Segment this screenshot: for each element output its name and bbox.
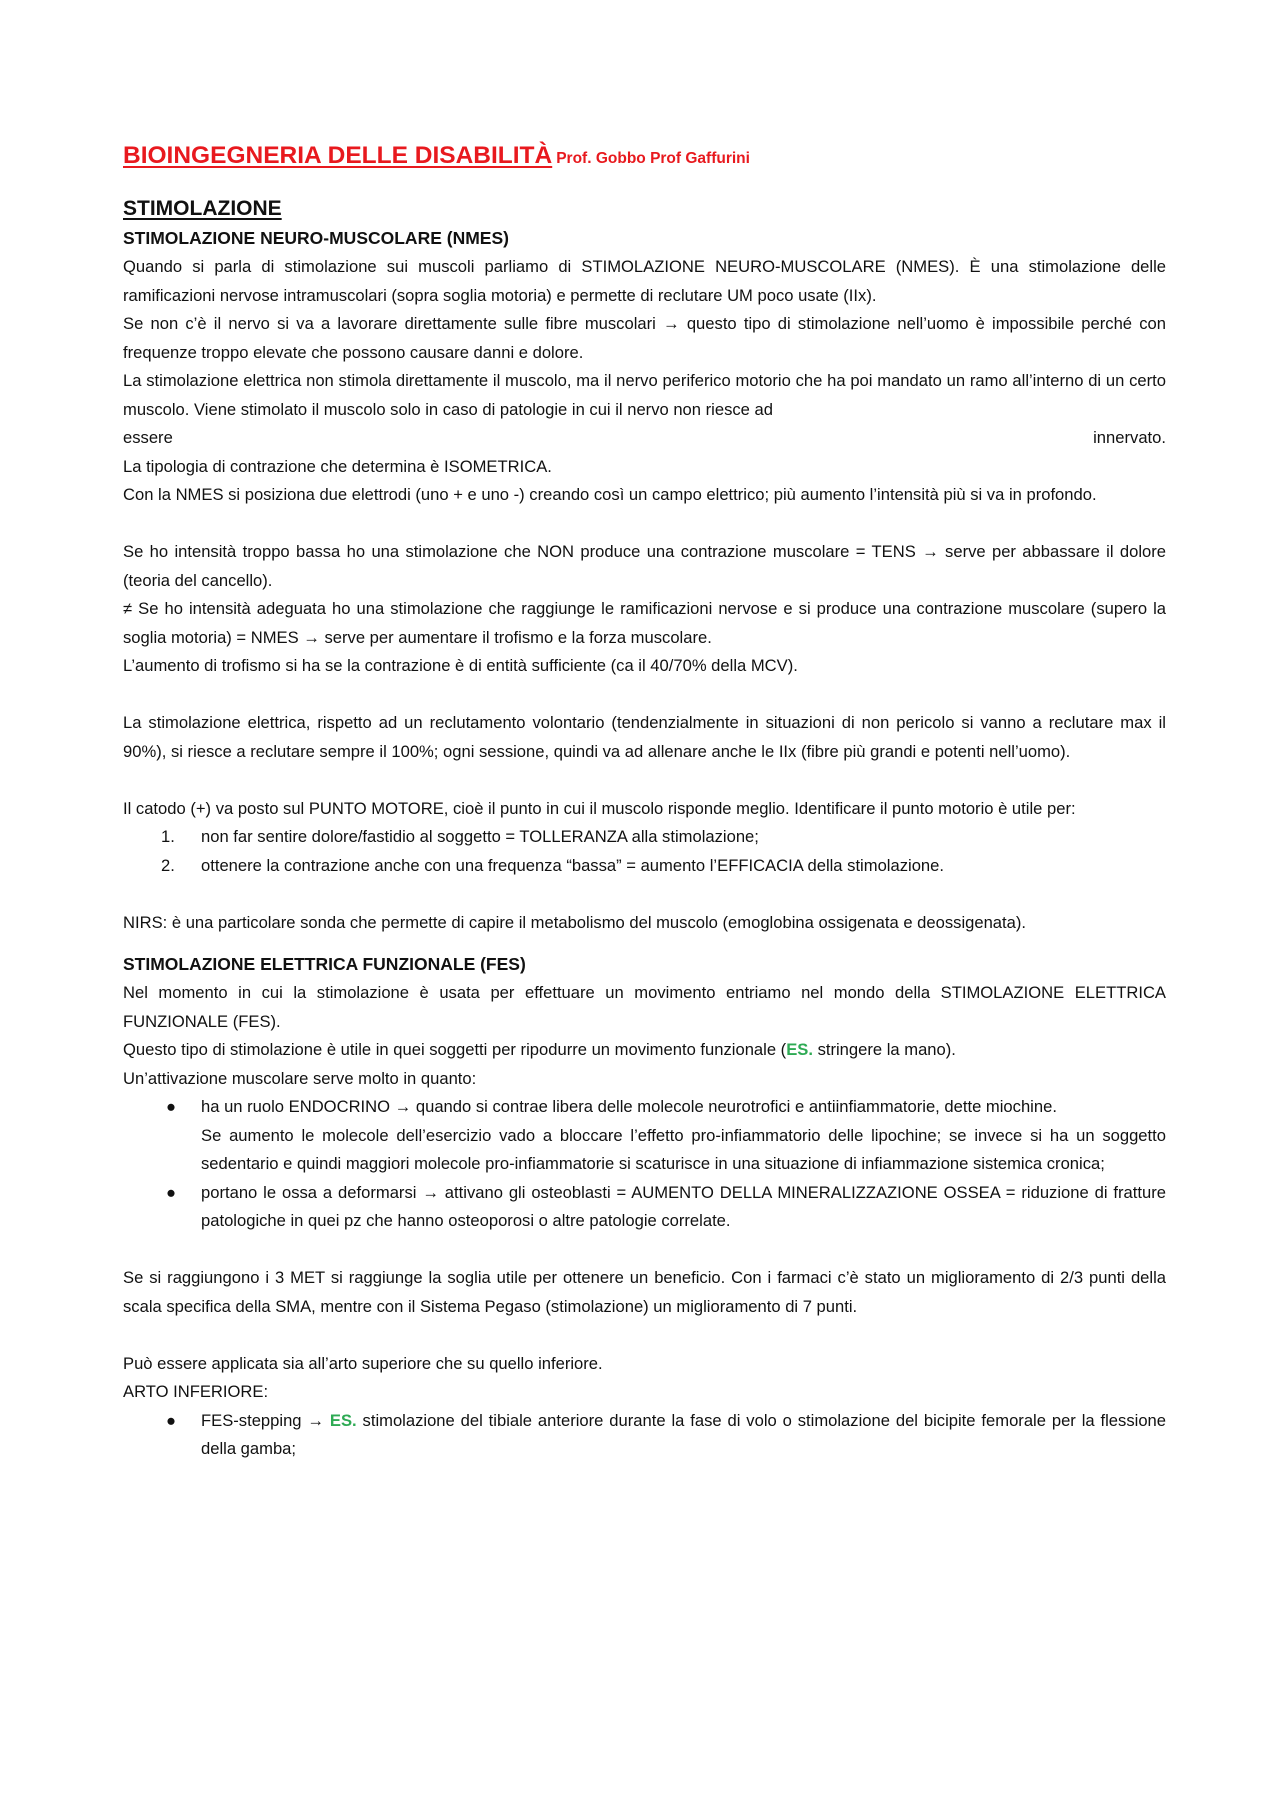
list-item-text: portano le ossa a deformarsi → attivano gli osteoblasti = AUMENTO DELLA MINERALIZZAZIONE OSSEA = riduzione di fratture patologiche in quei pz che hanno osteoporosi o altre patologie correlate. bbox=[201, 1182, 1166, 1230]
text-fragment: essere bbox=[123, 428, 173, 447]
text-fragment: FES-stepping → bbox=[201, 1410, 330, 1430]
section-heading: STIMOLAZIONE bbox=[123, 197, 282, 220]
paragraph-last-line bbox=[123, 424, 1166, 453]
paragraph: Se non c’è il nervo si va a lavorare direttamente sulle fibre muscolari → questo tipo di stimolazione nell’uomo è impossibile perché con frequenze troppo elevate che possono causare danni e dolore. bbox=[123, 314, 1166, 362]
paragraph: La stimolazione elettrica non stimola direttamente il muscolo, ma il nervo periferico motorio che ha poi mandato un ramo all’interno di un certo muscolo. Viene stimolato il muscolo solo in caso di patologie in cui il nervo non riesce ad bbox=[123, 371, 1166, 419]
paragraph: NIRS: è una particolare sonda che permette di capire il metabolismo del muscolo (emoglobina ossigenata e deossigenata). bbox=[123, 912, 1027, 932]
list-item-text: ottenere la contrazione anche con una frequenza “bassa” = aumento l’EFFICACIA della stimolazione. bbox=[201, 855, 944, 875]
text-fragment: stringere la mano). bbox=[812, 1040, 956, 1059]
list-item bbox=[123, 823, 1166, 852]
paragraph: Quando si parla di stimolazione sui muscoli parliamo di STIMOLAZIONE NEURO-MUSCOLARE (NMES). È una stimolazione delle ramificazioni nervose intramuscolari (sopra soglia motoria) e permette di reclutare UM poco usate (IIx). bbox=[123, 257, 1166, 305]
paragraph: Nel momento in cui la stimolazione è usata per effettuare un movimento entriamo nel mondo della STIMOLAZIONE ELETTRICA FUNZIONALE (FES). bbox=[123, 983, 1166, 1031]
bullet-icon: ● bbox=[166, 1182, 177, 1202]
paragraph: Un’attivazione muscolare serve molto in quanto: bbox=[123, 1068, 477, 1088]
list-item bbox=[123, 1093, 1166, 1179]
list-item bbox=[123, 852, 1166, 881]
text-fragment: Questo tipo di stimolazione è utile in quei soggetti per ripodurre un movimento funzionale ( bbox=[123, 1040, 787, 1059]
document-page bbox=[123, 140, 1166, 1464]
list-number: 2. bbox=[161, 855, 175, 875]
paragraph: Con la NMES si posiziona due elettrodi (uno + e uno -) creando così un campo elettrico; più aumento l’intensità più si va in profondo. bbox=[123, 485, 1097, 504]
paragraph: Se ho intensità troppo bassa ho una stimolazione che NON produce una contrazione muscolare = TENS → serve per abbassare il dolore (teoria del cancello). bbox=[123, 542, 1166, 590]
paragraph bbox=[123, 1036, 1166, 1065]
example-label: ES. bbox=[786, 1040, 813, 1059]
paragraph: Il catodo (+) va posto sul PUNTO MOTORE, cioè il punto in cui il muscolo risponde meglio. Identificare il punto motorio è utile per: bbox=[123, 798, 1076, 818]
text-fragment: innervato. bbox=[1093, 428, 1166, 447]
bullet-list bbox=[123, 1407, 1166, 1464]
nmes-heading: STIMOLAZIONE NEURO-MUSCOLARE (NMES) bbox=[123, 228, 509, 248]
document-title bbox=[123, 140, 1166, 175]
bullet-list bbox=[123, 1093, 1166, 1236]
paragraph: ARTO INFERIORE: bbox=[123, 1382, 269, 1401]
paragraph: Può essere applicata sia all’arto superiore che su quello inferiore. bbox=[123, 1353, 603, 1373]
paragraph: ≠ Se ho intensità adeguata ho una stimolazione che raggiunge le ramificazioni nervose e si produce una contrazione muscolare (supero la soglia motoria) = NMES → serve per aumentare il trofismo e la forza muscolare. bbox=[123, 599, 1166, 647]
list-item bbox=[123, 1179, 1166, 1236]
example-label: ES. bbox=[329, 1410, 357, 1430]
list-item bbox=[123, 1407, 1166, 1464]
paragraph: L’aumento di trofismo si ha se la contrazione è di entità sufficiente (ca il 40/70% della MCV). bbox=[123, 656, 798, 675]
professors: Prof. Gobbo Prof Gaffurini bbox=[556, 150, 750, 167]
bullet-icon: ● bbox=[166, 1410, 177, 1430]
list-item-text: Se aumento le molecole dell’esercizio vado a bloccare l’effetto pro-infiammatorio delle lipochine; se invece si ha un soggetto sedentario e quindi maggiori molecole pro-infiammatorie si scaturisce in una situazione di infiammazione sistemica cronica; bbox=[201, 1125, 1166, 1173]
bullet-icon: ● bbox=[166, 1097, 177, 1116]
paragraph: Se si raggiungono i 3 MET si raggiunge la soglia utile per ottenere un beneficio. Con i farmaci c’è stato un miglioramento di 2/3 punti della scala specifica della SMA, mentre con il Sistema Pegaso (stimolazione) un miglioramento di 7 punti. bbox=[123, 1268, 1166, 1316]
numbered-list bbox=[123, 823, 1166, 880]
fes-heading: STIMOLAZIONE ELETTRICA FUNZIONALE (FES) bbox=[123, 954, 526, 974]
text-fragment: stimolazione del tibiale anteriore durante la fase di volo o stimolazione del bicipite femorale per la flessione della gamba; bbox=[201, 1410, 1167, 1458]
course-title: BIOINGEGNERIA DELLE DISABILITÀ bbox=[123, 142, 553, 169]
list-number: 1. bbox=[161, 827, 175, 846]
paragraph: La tipologia di contrazione che determina è ISOMETRICA. bbox=[123, 456, 552, 476]
paragraph: La stimolazione elettrica, rispetto ad un reclutamento volontario (tendenzialmente in situazioni di non pericolo si vanno a reclutare max il 90%), si riesce a reclutare sempre il 100%; ogni sessione, quindi va ad allenare anche le IIx (fibre più grandi e potenti nell’uomo). bbox=[123, 713, 1166, 761]
list-item-text: ha un ruolo ENDOCRINO → quando si contrae libera delle molecole neurotrofici e antiinfiammatorie, dette miochine. bbox=[201, 1097, 1057, 1116]
list-item-text: non far sentire dolore/fastidio al soggetto = TOLLERANZA alla stimolazione; bbox=[201, 827, 759, 846]
